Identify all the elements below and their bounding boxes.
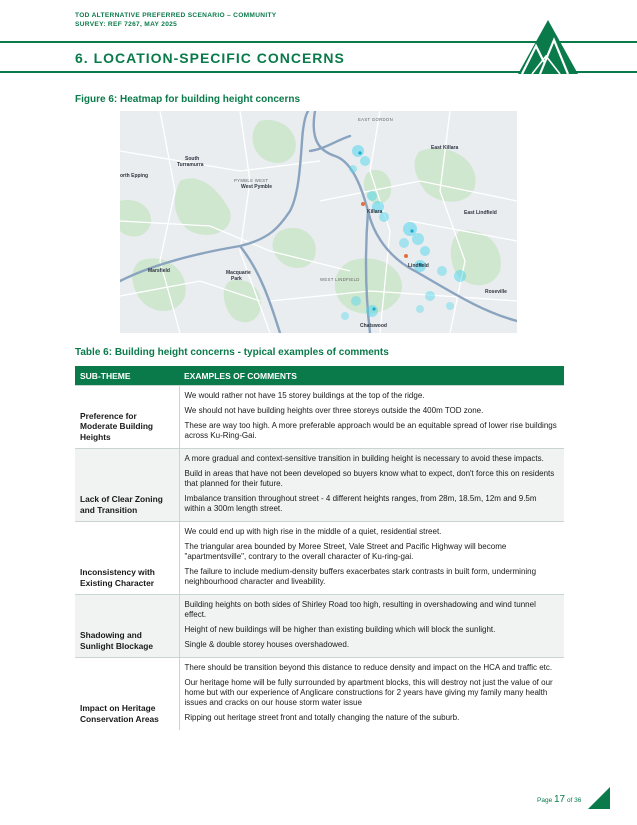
sub-theme-label: Moderate Building <box>80 421 154 431</box>
map-label-macquarie-park-2: Park <box>231 276 242 282</box>
sub-theme-label: Conservation Areas <box>80 713 159 724</box>
sub-theme-cell <box>75 386 179 449</box>
map-label-macquarie-park-1: Macquarie <box>226 270 251 276</box>
comment-text: We could end up with high rise in the middle of a quiet, residential street. <box>184 527 442 536</box>
map-label-marsfield: Marsfield <box>148 268 170 274</box>
sub-theme-label: Inconsistency with <box>80 567 155 577</box>
section-title: 6. LOCATION-SPECIFIC CONCERNS <box>75 50 345 66</box>
sub-theme-cell <box>75 522 179 595</box>
map-label-pymble-west: PYMBLE WEST <box>234 178 269 183</box>
comment-text: Imbalance transition throughout street - 4 different heights ranges, from 28m, 18.5m, 12m and 9.5m within a 300m length street. <box>184 494 537 513</box>
comment-text: Height of new buildings will be higher than existing building which will block the sunlight. <box>184 625 496 634</box>
map-label-east-lindfield: East Lindfield <box>464 210 497 216</box>
sub-theme-label: and Transition <box>80 504 138 515</box>
map-label-west-pymble: West Pymble <box>241 184 273 190</box>
comment-text: The triangular area bounded by Moree Street, Vale Street and Pacific Highway will become "apartmentsville", contrary to the overall character of Ku-ring-gai. <box>184 542 507 561</box>
comment-text: Single & double storey houses overshadowed. <box>184 640 350 649</box>
comment-text: The failure to include medium-density buffers exacerbates stark contrasts in built form, undermining neighbourhood character and liveability. <box>184 567 537 586</box>
table-header-row <box>75 366 564 386</box>
page-current: 17 <box>554 794 566 805</box>
map-label-east-gordon: EAST GORDON <box>358 117 393 122</box>
map-label-north-epping: orth Epping <box>120 173 149 179</box>
comments-cell <box>179 386 564 449</box>
comments-cell <box>179 658 564 731</box>
page-number <box>537 794 581 805</box>
heatmap-map[interactable] <box>120 111 517 333</box>
comment-text: Building heights on both sides of Shirley Road too high, resulting in overshadowing and wind tunnel effect. <box>184 600 536 619</box>
comment-text: A more gradual and context-sensitive transition in building height is necessary to avoid these impacts. <box>184 454 544 463</box>
sub-theme-cell <box>75 595 179 658</box>
comment-text: Build in areas that have not been developed so buyers know what to expect, don't force this on residents that planned for their future. <box>184 469 555 488</box>
map-label-roseville: Roseville <box>485 289 507 295</box>
header-examples: EXAMPLES OF COMMENTS <box>179 366 564 386</box>
comments-table <box>75 366 564 730</box>
sub-theme-cell <box>75 449 179 522</box>
comment-text: We would rather not have 15 storey buildings at the top of the ridge. <box>184 391 425 400</box>
table-row <box>75 386 564 449</box>
sub-theme-label: Shadowing and <box>80 630 142 640</box>
sub-theme-label: Sunlight Blockage <box>80 640 154 651</box>
table-caption: Table 6: Building height concerns - typical examples of comments <box>75 347 389 358</box>
comments-cell <box>179 595 564 658</box>
map-label-killara: Killara <box>367 209 383 215</box>
corner-triangle-icon <box>588 787 610 809</box>
map-label-chatswood: Chatswood <box>360 323 387 329</box>
map-label-west-lindfield: WEST LINDFIELD <box>320 277 360 282</box>
sub-theme-label: Preference for <box>80 410 137 421</box>
comment-text: These are way too high. A more preferable approach would be an equitable spread of lower rise buildings across Ku-Ring-Gai. <box>184 421 557 440</box>
sub-theme-label: Existing Character <box>80 577 155 588</box>
figure-caption: Figure 6: Heatmap for building height concerns <box>75 94 301 105</box>
map-label-east-killara: East Killara <box>431 145 459 151</box>
page-word: Page <box>537 797 553 804</box>
report-subtitle <box>75 12 375 29</box>
comment-text: Our heritage home will be fully surrounded by apartment blocks, this will destroy not just the value of our home but with our experience of Anglicare constructions for 2 years have giving my family many health issues and cracks on our house storm water issue <box>184 678 553 707</box>
table-row <box>75 522 564 595</box>
comment-text: We should not have building heights over three storeys outside the 400m TOD zone. <box>184 406 484 415</box>
brand-logo-icon <box>516 18 580 76</box>
sub-theme-label: Lack of Clear Zoning <box>80 494 163 504</box>
comment-text: There should be transition beyond this distance to reduce density and impact on the HCA and traffic etc. <box>184 663 553 672</box>
comments-cell <box>179 522 564 595</box>
comment-text: Ripping out heritage street front and totally changing the nature of the suburb. <box>184 713 460 722</box>
sub-theme-label: Impact on Heritage <box>80 703 156 713</box>
table-row <box>75 658 564 731</box>
report-subtitle-line2: SURVEY: REF 7267, MAY 2025 <box>75 20 178 28</box>
map-label-lindfield: Lindfield <box>408 263 429 269</box>
table-row <box>75 595 564 658</box>
report-subtitle-line1: TOD ALTERNATIVE PREFERRED SCENARIO – COMMUNITY <box>75 12 277 19</box>
map-label-south-turramurra-2: Turramurra <box>177 162 204 168</box>
comments-cell <box>179 449 564 522</box>
sub-theme-cell <box>75 658 179 731</box>
table-row <box>75 449 564 522</box>
page-total: of 36 <box>566 797 582 804</box>
map-label-south-turramurra-1: South <box>185 156 200 162</box>
sub-theme-label: Heights <box>80 431 111 442</box>
header-sub-theme: SUB-THEME <box>75 366 179 386</box>
